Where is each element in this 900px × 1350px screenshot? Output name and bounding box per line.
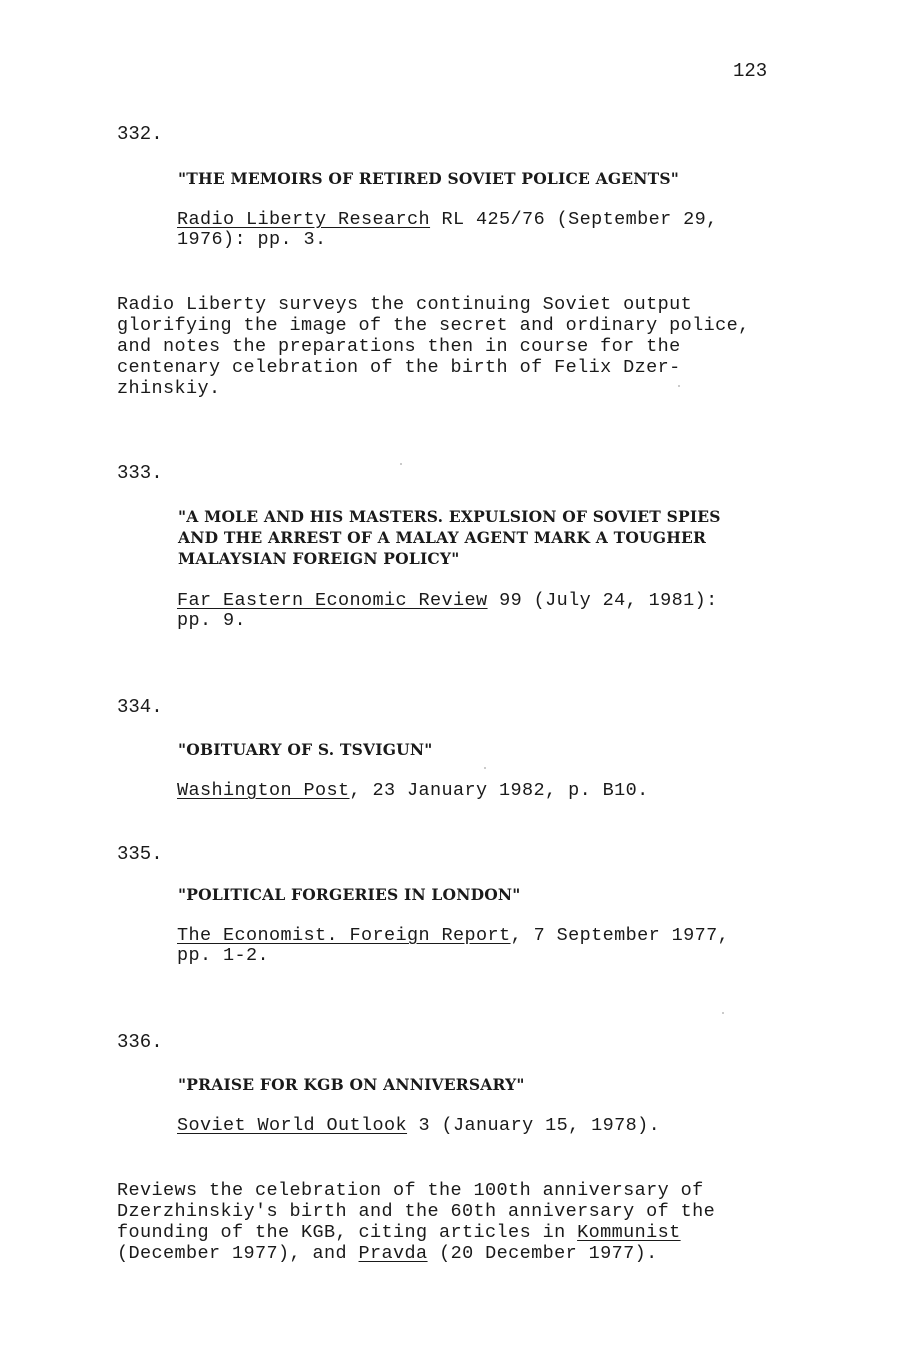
annotation-text: (20 December 1977). — [427, 1243, 658, 1264]
entry-number: 336. — [117, 1031, 163, 1053]
entry-number: 334. — [117, 696, 163, 718]
page-number: 123 — [733, 60, 768, 82]
citation-details: , 23 January 1982, p. B10. — [349, 780, 649, 801]
citation-details: 99 (July 24, 1981): pp. 9. — [177, 590, 718, 631]
scan-speck — [484, 767, 486, 769]
entry-number: 335. — [117, 843, 163, 865]
scan-speck — [678, 385, 680, 387]
entry-title: "POLITICAL FORGERIES IN LONDON" — [178, 885, 521, 904]
citation — [177, 926, 797, 966]
scan-speck — [400, 463, 402, 465]
entry-title: "OBITUARY OF S. TSVIGUN" — [178, 740, 433, 759]
citation — [177, 210, 797, 250]
annotation-text: Reviews the celebration of the 100th anniversary of Dzerzhinskiy's birth and the 60th anniversary of the founding of the KGB, citing articles in — [117, 1180, 716, 1243]
source-title: The Economist. Foreign Report — [177, 925, 511, 946]
entry-title: "PRAISE FOR KGB ON ANNIVERSARY" — [178, 1075, 525, 1094]
entry-title: "THE MEMOIRS OF RETIRED SOVIET POLICE AGENTS" — [178, 169, 680, 188]
citation — [177, 781, 797, 801]
annotation — [117, 1180, 777, 1264]
cited-journal: Kommunist — [577, 1222, 681, 1243]
citation-details: , 7 September 1977, pp. 1-2. — [177, 925, 730, 966]
entry-number: 332. — [117, 123, 163, 145]
cited-newspaper: Pravda — [358, 1243, 428, 1264]
citation — [177, 591, 797, 631]
source-title: Radio Liberty Research — [177, 209, 431, 230]
source-title: Washington Post — [177, 780, 350, 801]
citation-details: RL 425/76 (September 29, 1976): pp. 3. — [177, 209, 718, 250]
source-title: Soviet World Outlook — [177, 1115, 408, 1136]
entry-number: 333. — [117, 462, 163, 484]
scan-speck — [722, 1012, 724, 1014]
annotation: Radio Liberty surveys the continuing Soviet output glorifying the image of the secret and ordinary police, and notes the preparations then in course for the centenary celebration of the birth of Felix Dzer- zhinskiy. — [117, 294, 750, 399]
entry-title: "A MOLE AND HIS MASTERS. EXPULSION OF SOVIET SPIES AND THE ARREST OF A MALAY AGENT MARK A TOUGHER MALAYSIAN FOREIGN POLICY" — [178, 507, 721, 568]
annotation-text: (December 1977), and — [117, 1243, 348, 1264]
source-title: Far Eastern Economic Review — [177, 590, 488, 611]
citation-details: 3 (January 15, 1978). — [407, 1115, 661, 1136]
citation — [177, 1116, 797, 1136]
